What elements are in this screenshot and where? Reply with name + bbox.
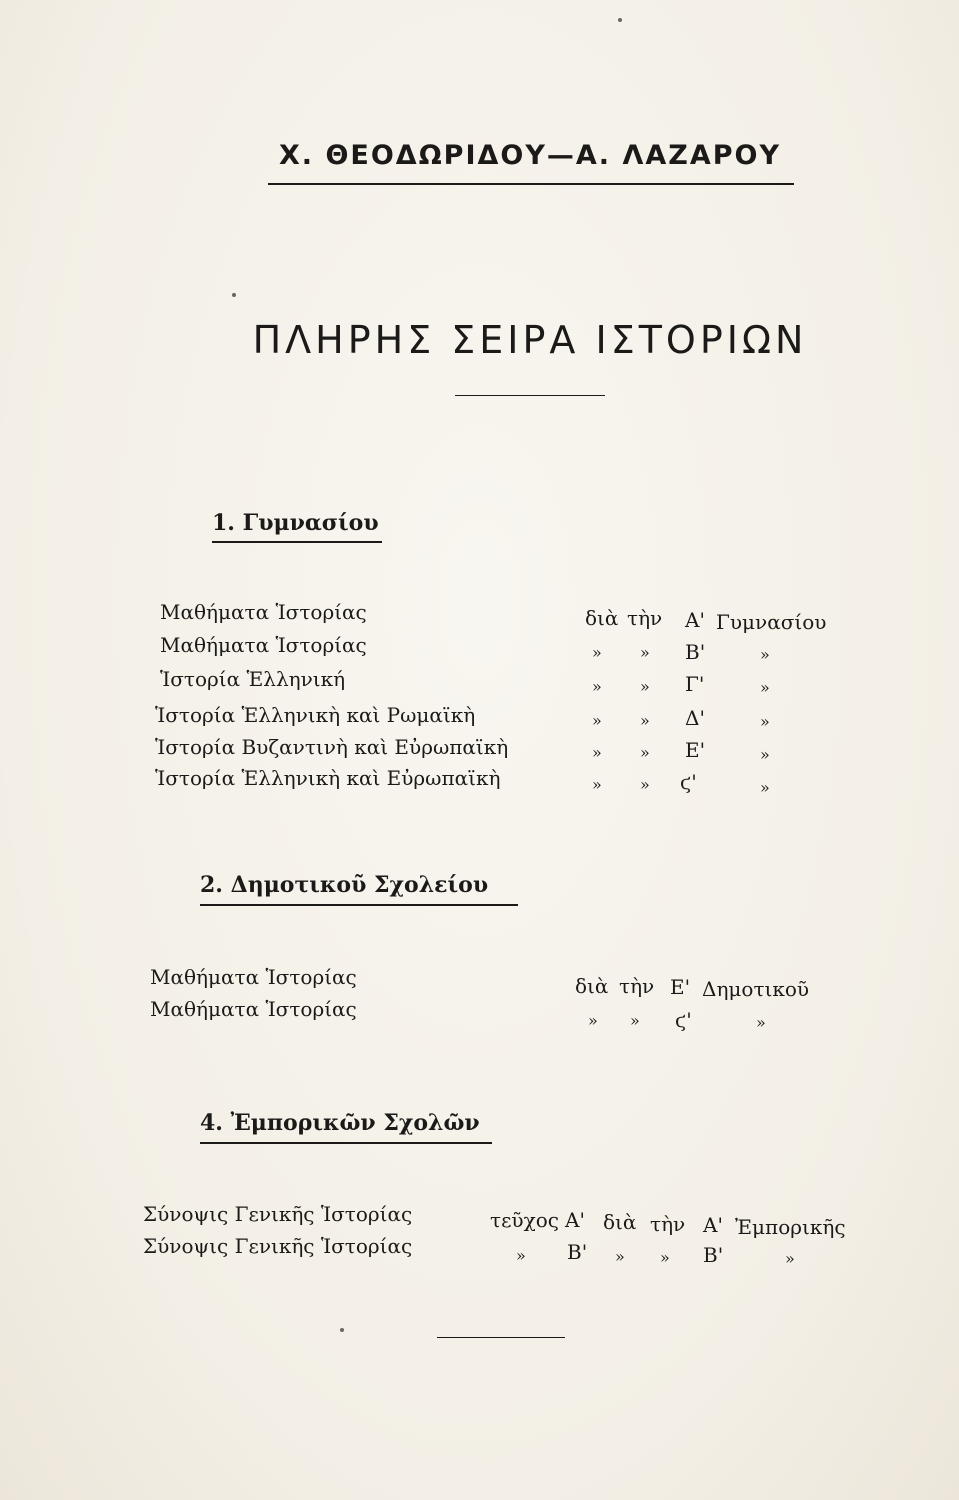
book-title: Σύνοψις Γενικῆς Ἱστορίας — [143, 1202, 413, 1226]
section-heading-commercial: 4. Ἐμπορικῶν Σχολῶν — [200, 1110, 480, 1136]
ditto-mark: » — [592, 677, 602, 696]
book-title: Μαθήματα Ἱστορίας — [160, 600, 367, 624]
ditto-mark: » — [785, 1249, 795, 1268]
book-title: Ἱστορία Ἑλληνικὴ καὶ Εὐρωπαϊκὴ — [155, 766, 501, 790]
ditto-mark: » — [615, 1247, 625, 1266]
grade: Α' — [685, 608, 705, 632]
for-word: διὰ — [575, 974, 609, 998]
school: Γυμνασίου — [716, 610, 827, 634]
paper-speck — [340, 1328, 344, 1332]
ditto-mark: » — [592, 643, 602, 662]
authors-underline — [268, 183, 794, 185]
grade: Δ' — [685, 706, 705, 730]
ditto-mark: » — [516, 1246, 526, 1265]
volume-word: τεῦχος — [490, 1208, 559, 1232]
book-title: Ἱστορία Ἑλληνικὴ καὶ Ρωμαϊκὴ — [155, 703, 476, 727]
ditto-mark: » — [592, 711, 602, 730]
ditto-mark: » — [760, 778, 770, 797]
ditto-mark: » — [756, 1013, 766, 1032]
section-heading-rule — [200, 904, 518, 906]
section-heading-rule — [200, 1142, 492, 1144]
section-heading-gymnasium: 1. Γυμνασίου — [212, 510, 379, 536]
ditto-mark: » — [592, 775, 602, 794]
ditto-mark: » — [630, 1011, 640, 1030]
series-title: ΠΛΗΡΗΣ ΣΕΙΡΑ ΙΣΤΟΡΙΩΝ — [252, 318, 808, 362]
the-word: τὴν — [627, 606, 663, 630]
for-word: διὰ — [585, 606, 619, 630]
paper-speck — [618, 18, 622, 22]
grade: ϛ' — [680, 770, 697, 794]
end-rule — [437, 1337, 565, 1338]
grade: Γ' — [685, 672, 705, 696]
ditto-mark: » — [592, 743, 602, 762]
book-title: Σύνοψις Γενικῆς Ἱστορίας — [143, 1234, 413, 1258]
school: Ἐμπορικῆς — [735, 1215, 846, 1239]
paper-speck — [232, 293, 236, 297]
ditto-mark: » — [760, 712, 770, 731]
section-heading-primary: 2. Δημοτικοῦ Σχολείου — [200, 872, 489, 898]
ditto-mark: » — [760, 678, 770, 697]
grade: Ε' — [670, 975, 691, 999]
authors-line: Χ. ΘΕΟΔΩΡΙΔΟΥ—Α. ΛΑΖΑΡΟΥ — [278, 140, 782, 171]
grade: ϛ' — [675, 1008, 692, 1032]
grade: Β' — [685, 640, 706, 664]
volume-number: Α' — [565, 1208, 585, 1232]
book-title: Μαθήματα Ἱστορίας — [160, 633, 367, 657]
ditto-mark: » — [640, 743, 650, 762]
ditto-mark: » — [640, 775, 650, 794]
book-title: Μαθήματα Ἱστορίας — [150, 965, 357, 989]
ditto-mark: » — [640, 677, 650, 696]
ditto-mark: » — [640, 643, 650, 662]
book-title: Ἱστορία Βυζαντινὴ καὶ Εὐρωπαϊκὴ — [155, 735, 509, 759]
section-heading-rule — [212, 541, 382, 543]
book-title: Μαθήματα Ἱστορίας — [150, 997, 357, 1021]
for-word: διὰ — [603, 1210, 637, 1234]
school: Δημοτικοῦ — [702, 977, 810, 1001]
grade: Ε' — [685, 738, 706, 762]
ditto-mark: » — [760, 745, 770, 764]
grade: Β' — [703, 1243, 724, 1267]
ditto-mark: » — [660, 1248, 670, 1267]
book-title: Ἱστορία Ἑλληνική — [160, 667, 346, 691]
volume-number: Β' — [567, 1240, 588, 1264]
series-title-rule — [455, 395, 605, 396]
the-word: τὴν — [619, 974, 655, 998]
ditto-mark: » — [760, 645, 770, 664]
grade: Α' — [703, 1213, 723, 1237]
ditto-mark: » — [588, 1011, 598, 1030]
the-word: τὴν — [650, 1212, 686, 1236]
ditto-mark: » — [640, 711, 650, 730]
